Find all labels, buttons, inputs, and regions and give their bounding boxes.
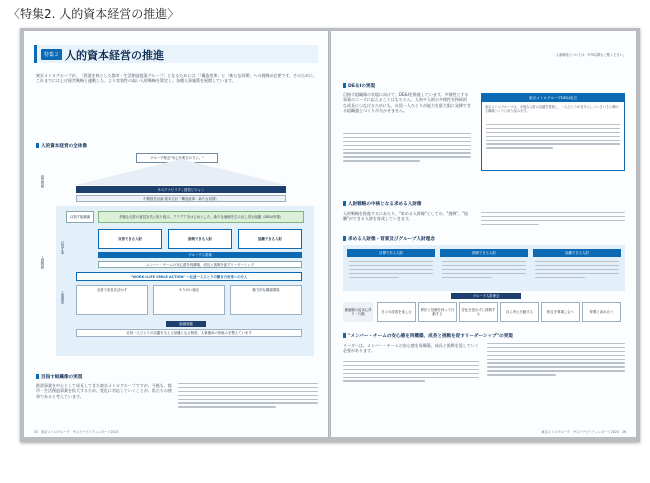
hr-strategy-diagram <box>36 151 318 366</box>
work-life-slogan: "WORK×LIFE SMILE ACTION" ～社員一人ひとりの働き方改革への介入 <box>76 272 302 281</box>
section-heading-dei: DE＆Iの実現 <box>343 83 375 89</box>
label-hr-measures: 人事施策 <box>60 291 64 304</box>
table-cell: 責任と信頼を持って行動する <box>418 302 457 322</box>
figure-caption: 〈特集2. 人的資本経営の推進〉 <box>8 7 180 21</box>
policy-workplace: 魅力的な職場環境 <box>230 285 302 315</box>
table-cell: 相互を尊重し合う <box>541 302 580 322</box>
footer-title-right: 東京メトログループ サステナビリティレポート2023 <box>541 430 619 434</box>
footer-left <box>34 429 119 434</box>
dei-box-text: 東京メトログループは、多様な人財の活躍を推進し、一人ひとりが自分らしくいきいきと働ける職場づくりに取り組みます。 <box>485 105 619 114</box>
page-number-left: 25 <box>34 430 39 434</box>
section-heading-leadership: "メンバー・チームの安心感を再構築、成長と挑戦を促すリーダーシップ"の実現 <box>343 333 513 339</box>
talent-col-a: 目標である人財 <box>347 249 435 257</box>
dei-body: 目指す組織像の実現に向けて、DE&Iを推進しています。多様性とする事業のニーズに応えることはもちろん、人材や人財の多様性を持続的な成長につなげるためにも、社員一人ひとりが能力を最大限に発揮できる組織風土づくりが欠かせません。 <box>343 92 471 114</box>
left-page <box>24 31 328 437</box>
title-bar <box>34 45 318 63</box>
talent-box-challenge: 挑戦できる人財 <box>168 229 232 249</box>
table-cell: 仲間と高め合う <box>582 302 621 322</box>
policy-rewarding: やりがい創出 <box>153 285 225 315</box>
goal-body: 鉄道事業を中心として成長してきた東京メトログループですが、今後も、都市・生活創造事業を拡大するため、変化に対応していくことが、私たちの使命であると考えています。 <box>36 383 172 399</box>
sustainability-vision: サステナビリティ経営ビジョン <box>76 186 286 193</box>
table-cell: 日々の改善を楽しむ <box>377 302 416 322</box>
pyramid-shape <box>76 159 286 185</box>
page-title: 人的資本経営の推進 <box>65 49 164 62</box>
talent-body: 人財戦略を推進するにあたり、"求める人財像"としての、"挑戦"、"協働"ができる人財を育成していきます。 <box>343 211 469 222</box>
goal-text: 多様な人財の意見を共に取り組み、アイデアをはじめとした、新たな価値を生み出し得る組織（DE&I実現） <box>98 211 304 223</box>
report-spread <box>20 28 640 442</box>
page-number-right: 26 <box>621 430 626 434</box>
intro-text: 東京メトログループが、「鉄道を核とした都市・生活創造提案グループ」となるためには「「構造変革」と「新たな同期」への挑戦が必要です。そのために、これまでには上げ経営戦略と連動した、より実効性の高い人財戦略を策定し、各種人事施策を展開しています。 <box>36 73 318 84</box>
body-lines-left <box>178 383 318 410</box>
dei-declaration-box <box>481 93 625 171</box>
feature-badge: 特集２ <box>41 49 62 60</box>
section-heading-background: 求める人財像・背景及びグループ人財理念 <box>343 236 435 242</box>
policy-growth: 全員で成長を活かす <box>76 285 148 315</box>
talent-col-b: 挑戦できる人財 <box>440 249 528 257</box>
footer-title-left: 東京メトログループ サステナビリティレポート2023 <box>41 430 119 434</box>
section-heading-goal: 目指す組織像の実現 <box>36 374 82 380</box>
label-target: 目指す姿 <box>60 241 64 254</box>
reference-note: 人事制度については、P.79以降もご覧ください。 <box>555 53 626 57</box>
talent-col-lines-a <box>349 261 433 280</box>
section-heading-talent: 人財戦略の中核となる求める人財像 <box>343 201 422 207</box>
body-lines-leadership-b <box>487 343 625 378</box>
dei-box-lines <box>486 124 620 151</box>
group-talent-image: グループ人財像 <box>98 252 302 258</box>
table-cell: 変化を恐れずに挑戦する <box>459 302 498 322</box>
body-lines-leadership-a <box>343 361 479 384</box>
mid-term-plan: 中期経営計画 基本方針「構造改革・新たな同期」 <box>76 195 286 202</box>
group-philosophy: グループ理念"安心を明日の力に。" <box>136 153 218 163</box>
talent-box-autonomous: 自律できる人財 <box>98 229 162 249</box>
group-values-table <box>344 293 621 325</box>
leadership-body: リーダーは、メンバー・チームの安心感を再構築、成長と挑戦を促していく必要があります。 <box>343 343 479 354</box>
table-row-head: 価値観の追求心得り・行動 <box>343 302 373 322</box>
table-cell: 自ら考え行動する <box>500 302 539 322</box>
foundation-label: 組織基盤 <box>166 321 206 327</box>
talent-columns <box>343 245 625 291</box>
goal-label: 目指す組織像 <box>66 211 94 223</box>
talent-col-lines-c <box>535 261 619 280</box>
talent-col-c: 協働できる人財 <box>533 249 621 257</box>
footer-right <box>541 429 626 434</box>
label-management-strategy: 経営戦略 <box>40 175 44 188</box>
body-lines-dei <box>343 133 471 164</box>
right-page <box>331 31 636 437</box>
table-label: グループ人財理念 <box>451 293 521 299</box>
talent-col-lines-b <box>442 261 526 280</box>
foundation-text: 社員一人ひとりの活躍を支える基盤となる制度、人事運用の枠組みを整えています <box>76 329 302 337</box>
leadership-bar: メンバー・チームの安心感を再構築、成長と挑戦を促すリーダーシップ <box>98 261 302 268</box>
talent-box-collaborate: 協働できる人財 <box>238 229 302 249</box>
label-hr-strategy: 人財戦略 <box>40 256 44 269</box>
section-heading-overview: 人的資本経営の全体像 <box>36 143 87 149</box>
body-lines-talent <box>481 212 625 228</box>
dei-box-title: 東京メトログループDE&I宣言 <box>482 94 624 102</box>
